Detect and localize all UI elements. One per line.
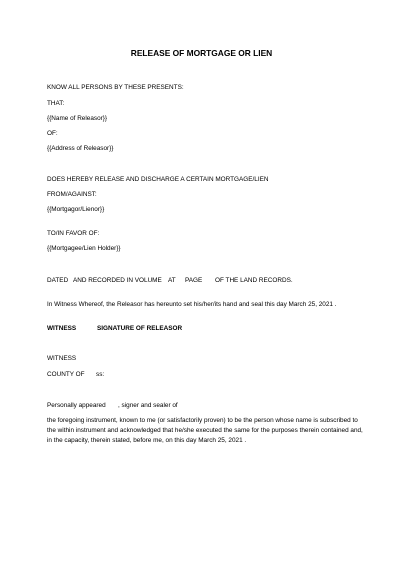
witness-whereof-line: In Witness Whereof, the Releasor has hereunto set his/her/its hand and seal this day March 25, 2021 . — [47, 301, 337, 308]
address-of-releasor-field: {{Address of Releasor}} — [47, 145, 114, 152]
land-records-label: OF THE LAND RECORDS. — [215, 277, 293, 284]
dated-label: DATED — [47, 277, 69, 284]
signature-of-releasor-heading: SIGNATURE OF RELEASOR — [97, 325, 183, 332]
know-all-line: KNOW ALL PERSONS BY THESE PRESENTS: — [47, 84, 184, 91]
ss-label: ss: — [96, 371, 105, 378]
mortgagor-field: {{Mortgagor/Lienor}} — [47, 206, 105, 213]
at-label: AT — [168, 277, 176, 284]
county-of-label: COUNTY OF — [47, 371, 85, 378]
name-of-releasor-field: {{Name of Releasor}} — [47, 115, 108, 122]
from-against-label: FROM/AGAINST: — [47, 191, 97, 198]
page-label: PAGE — [185, 277, 203, 284]
witness-label: WITNESS — [47, 355, 77, 362]
of-label: OF: — [47, 130, 58, 137]
release-discharge-line: DOES HEREBY RELEASE AND DISCHARGE A CERTAIN MORTGAGE/LIEN — [47, 176, 269, 183]
acknowledgment-paragraph: the foregoing instrument, known to me (or satisfactorily proven) to be the person whose name is subscribed to the within instrument and acknowledged that he/she executed the same for the purposes therein contained and, in the capacity, therein stated, before me, on this day March 25, 2021 . — [47, 417, 363, 445]
signer-sealer-label: , signer and sealer of — [118, 402, 178, 409]
mortgagee-field: {{Mortgagee/Lien Holder}} — [47, 245, 121, 252]
recorded-in-volume-label: AND RECORDED IN VOLUME — [73, 277, 162, 284]
to-in-favor-label: TO/IN FAVOR OF: — [47, 230, 100, 237]
that-label: THAT: — [47, 100, 65, 107]
document-title: RELEASE OF MORTGAGE OR LIEN — [130, 48, 273, 58]
personally-appeared-label: Personally appeared — [47, 402, 106, 409]
witness-heading: WITNESS — [47, 325, 77, 332]
